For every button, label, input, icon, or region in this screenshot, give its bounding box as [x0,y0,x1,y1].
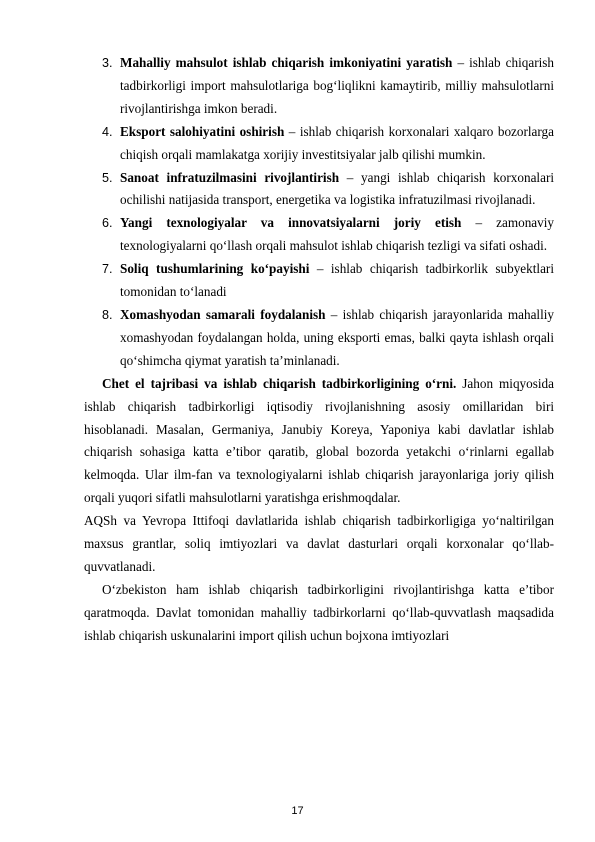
list-item-text [120,304,554,373]
list-item-title: Sanoat infratuzilmasini rivojlantirish [120,169,340,185]
paragraph-body: Jahon miqyosida ishlab chiqarish tadbirkorligi iqtisodiy rivojlanishning asosiy omillaridan biri hisoblanadi. Masalan, Germaniya, Janubiy Koreya, Yaponiya kabi davlatlar ishlab chiqarish sohasiga katta e’tibor qaratib, global bozorda yetakchi o‘rinlarni egallab kelmoqda. Ular ilm-fan va texnologiyalarni ishlab chiqarish jarayonlariga joriy qilish orqali yuqori sifatli mahsulotlarni yaratishga erishmoqdalar. [84,375,554,506]
list-item-title: Yangi texnologiyalar va innovatsiyalarni joriy etish [120,215,462,231]
list-item [84,121,554,167]
list-item-number: 5. [102,170,113,185]
paragraph-heading: Chet el tajribasi va ishlab chiqarish tadbirkorligining o‘rni. [102,375,457,391]
paragraph-uzbekistan: O‘zbekiston ham ishlab chiqarish tadbirkorligini rivojlantirishga katta e’tibor qaratmoqda. Davlat tomonidan mahalliy tadbirkorlarni qo‘llab-quvvatlash maqsadida ishlab chiqarish uskunalarini import qilish uchun bojxona imtiyozlari [84,581,554,643]
list-item [84,52,554,121]
benefits-list [84,52,554,373]
list-item-text [120,258,554,304]
list-item-number: 3. [102,56,113,70]
list-item-title: Soliq tushumlarining ko‘payishi [120,261,310,277]
list-item [84,304,554,373]
list-item-body: – ishlab chiqarish korxonalari xalqaro bozorlarga chiqish orqali mamlakatga xorijiy investitsiyalar jalb qilishi mumkin. [120,123,554,162]
list-item-body: – yangi ishlab chiqarish korxonalari ochilishi natijasida transport, energetika va logistika infratuzilmasi rivojlanadi. [120,169,554,208]
list-item-text [120,167,554,213]
list-item-title: Xomashyodan samarali foydalanish [120,306,326,322]
list-item-body: – ishlab chiqarish tadbirkorlik subyektlari tomonidan to‘lanadi [120,261,554,300]
list-item [84,258,554,304]
list-item-title: Eksport salohiyatini oshirish [120,123,285,139]
list-item-number: 7. [102,262,113,277]
list-item-text [120,52,554,121]
list-item-number: 4. [102,124,113,139]
list-item-title: Mahalliy mahsulot ishlab chiqarish imkoniyatini yaratish [120,55,453,70]
list-item [84,212,554,258]
list-item-number: 8. [102,307,113,322]
list-item-number: 6. [102,216,113,231]
page-number: 17 [291,805,304,817]
list-item-text [120,212,554,258]
paragraph-foreign-experience [84,373,554,510]
list-item-text [120,121,554,167]
list-item-body: – zamonaviy texnologiyalarni qo‘llash orqali mahsulot ishlab chiqarish tezligi va sifati oshadi. [120,215,554,254]
list-item-body: – ishlab chiqarish tadbirkorligi import mahsulotlariga bog‘liqlikni kamaytirib, milliy mahsulotlarni rivojlantirishga imkon beradi. [120,55,555,116]
paragraph-usa-eu: AQSh va Yevropa Ittifoqi davlatlarida ishlab chiqarish tadbirkorligiga yo‘naltirilgan maxsus grantlar, soliq imtiyozlari va davlat dasturlari orqali korxonalar qo‘llab-quvvatlanadi. [84,513,554,574]
list-item-body: – ishlab chiqarish jarayonlarida mahalliy xomashyodan foydalangan holda, uning eksporti emas, balki qayta ishlash orqali qo‘shimcha qiymat yaratish ta’minlanadi. [120,306,555,368]
page-content [84,52,554,648]
list-item [84,167,554,213]
